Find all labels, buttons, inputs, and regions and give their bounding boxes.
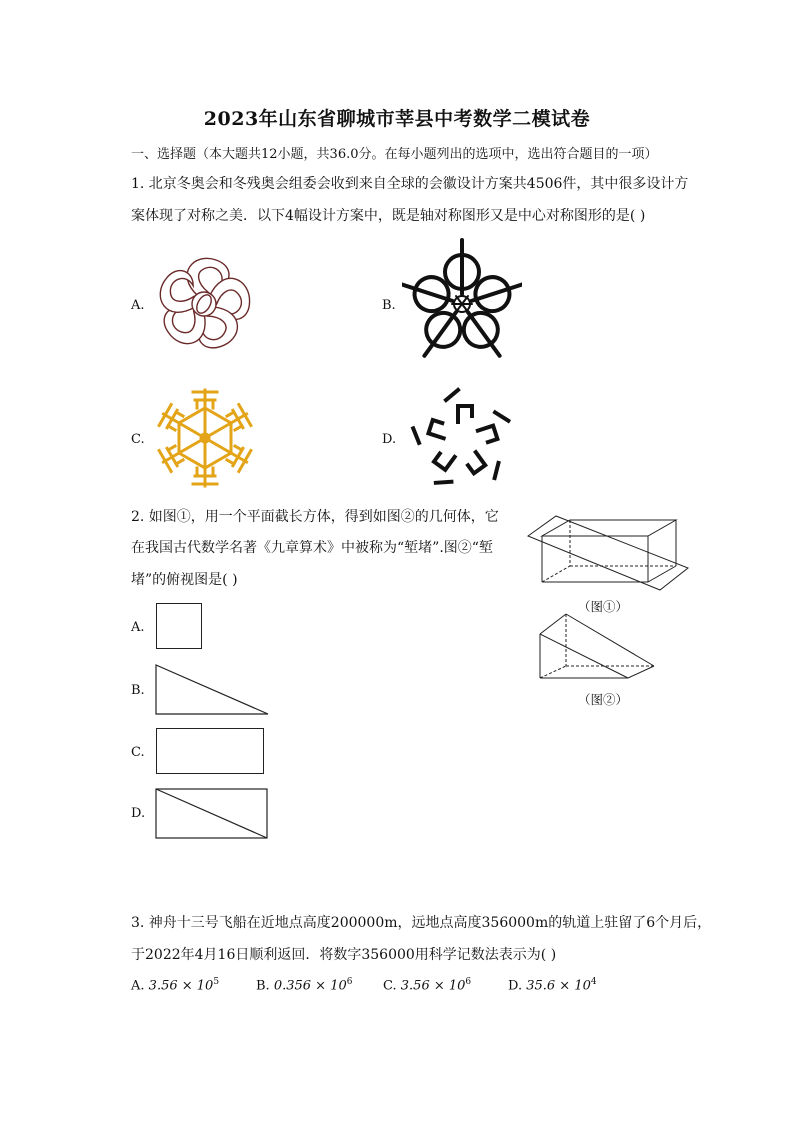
star-knot-logo-icon — [402, 236, 522, 370]
q2-text-line1: 2. 如图①，用一个平面截长方体，得到如图②的几何体，它 — [131, 509, 499, 525]
q3-option-c-base: 3.56 × 10 — [400, 978, 466, 994]
q1-text-line2: 案体现了对称之美．以下4幅设计方案中，既是轴对称图形又是中心对称图形的是( ) — [131, 208, 646, 224]
rectangle-shape — [156, 728, 264, 774]
q1-option-a-label: A. — [131, 298, 145, 313]
figure-2-caption: （图②） — [578, 692, 629, 707]
square-shape — [156, 603, 202, 649]
figure-2-wedge — [536, 608, 686, 684]
q2-option-c-label: C. — [131, 745, 145, 760]
gold-snowflake-logo-icon — [150, 384, 260, 492]
rectangle-with-diagonal-shape — [155, 788, 269, 840]
q3-option-a-label: A. — [131, 978, 145, 994]
q3-option-b-exp: 6 — [346, 977, 353, 987]
q1-text-line1: 1. 北京冬奥会和冬残奥会组委会收到来自全球的会徽设计方案共4506件，其中很多设计方 — [131, 176, 689, 192]
q3-text-line2: 于2022年4月16日顺利返回．将数字356000用科学记数法表示为( ) — [131, 947, 557, 963]
q3-option-d-label: D. — [508, 978, 523, 994]
q3-option-a-exp: 5 — [213, 977, 220, 987]
q3-option-c-exp: 6 — [465, 977, 472, 987]
q1-option-d-label: D. — [382, 432, 397, 447]
q3-option-d-exp: 4 — [590, 977, 597, 987]
q1-option-c-label: C. — [131, 432, 145, 447]
bracket-pinwheel-logo-icon — [402, 382, 522, 498]
q3-option-b — [256, 977, 352, 993]
q3-option-b-base: 0.356 × 10 — [273, 978, 347, 994]
q3-text-line1: 3. 神舟十三号飞船在近地点高度200000m，远地点高度356000m的轨道上驻留了6个月后， — [131, 915, 712, 931]
q3-option-c — [383, 977, 471, 993]
q2-option-d-label: D. — [131, 806, 146, 821]
figure-1-cuboid — [526, 512, 694, 598]
q3-option-d — [508, 977, 597, 993]
q3-option-a — [131, 977, 219, 993]
q2-text-line3: 堵”的俯视图是( ) — [131, 572, 238, 588]
q3-option-a-base: 3.56 × 10 — [148, 978, 214, 994]
page-title: 2023年山东省聊城市莘县中考数学二模试卷 — [203, 108, 591, 130]
q1-option-b-label: B. — [382, 298, 396, 313]
q3-option-c-label: C. — [383, 978, 397, 994]
q3-option-b-label: B. — [256, 978, 270, 994]
q2-option-b-label: B. — [131, 683, 145, 698]
knot-logo-icon — [150, 252, 258, 356]
q2-option-a-label: A. — [131, 620, 145, 635]
q2-text-line2: 在我国古代数学名著《九章算术》中被称为“堑堵”.图②“堑 — [131, 540, 493, 556]
figure-1-caption: （图①） — [578, 599, 629, 614]
q3-option-d-base: 35.6 × 10 — [526, 978, 591, 994]
right-triangle-shape — [155, 664, 271, 716]
section-header: 一、选择题（本大题共12小题，共36.0分。在每小题列出的选项中，选出符合题目的一项） — [131, 147, 658, 162]
